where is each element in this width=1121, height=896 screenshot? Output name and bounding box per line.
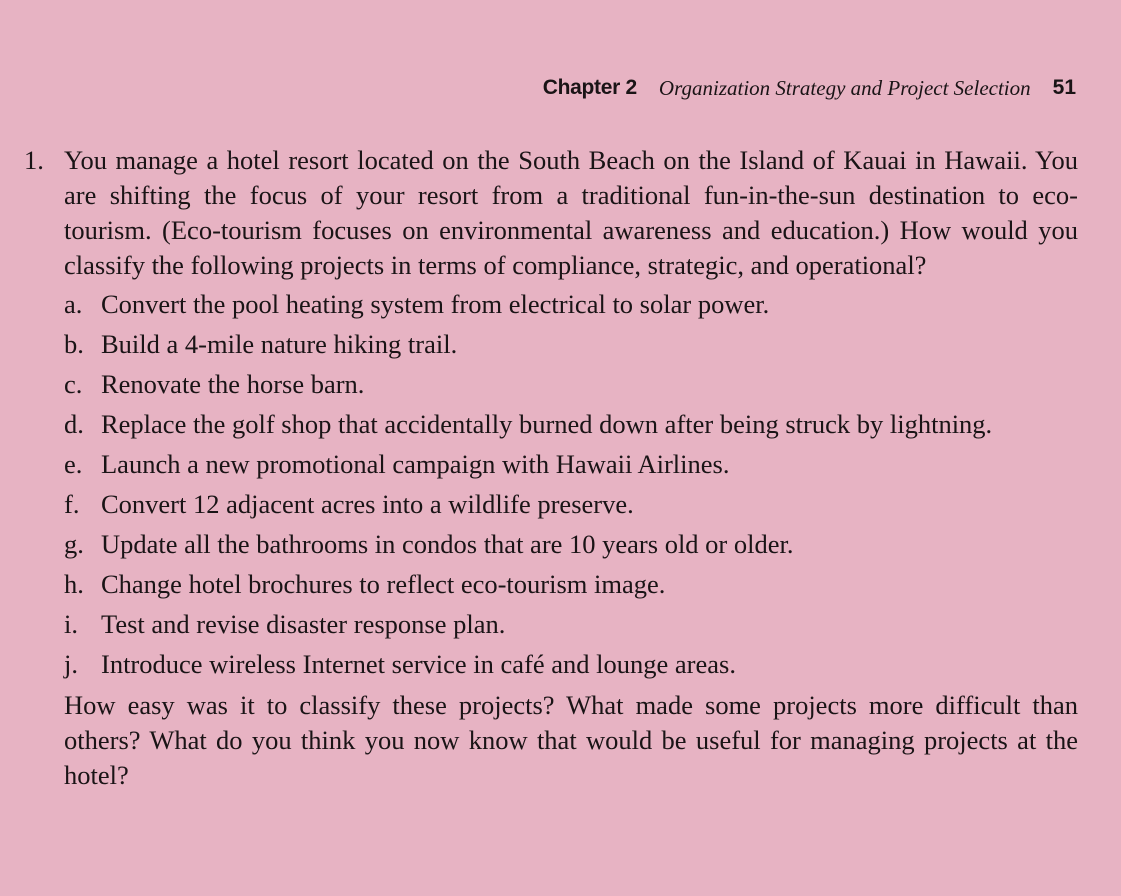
item-text: Update all the bathrooms in condos that are 10 years old or older. xyxy=(101,529,794,559)
list-item xyxy=(64,327,1078,362)
list-item xyxy=(64,647,1078,682)
item-letter: a. xyxy=(64,289,83,319)
list-item xyxy=(64,487,1078,522)
follow-up-question: How easy was it to classify these projects? What made some projects more difficult than others? What do you think you now know that would be useful for managing projects at the hotel? xyxy=(64,690,1078,790)
list-item xyxy=(64,407,1078,442)
item-text: Replace the golf shop that accidentally burned down after being struck by lightning. xyxy=(101,409,993,439)
item-text: Convert the pool heating system from electrical to solar power. xyxy=(101,289,770,319)
project-list xyxy=(64,287,1078,682)
item-letter: d. xyxy=(64,409,84,439)
list-item xyxy=(64,367,1078,402)
chapter-label: Chapter 2 xyxy=(542,76,637,99)
item-text: Convert 12 adjacent acres into a wildlife preserve. xyxy=(101,489,634,519)
item-text: Test and revise disaster response plan. xyxy=(101,609,506,639)
question-body xyxy=(64,143,1078,793)
item-letter: j. xyxy=(64,649,78,679)
item-letter: e. xyxy=(64,449,83,479)
item-letter: f. xyxy=(64,489,80,519)
item-letter: i. xyxy=(64,609,78,639)
item-text: Change hotel brochures to reflect eco-tourism image. xyxy=(101,569,666,599)
list-item xyxy=(64,607,1078,642)
item-letter: h. xyxy=(64,569,84,599)
question-text: You manage a hotel resort located on the South Beach on the Island of Kauai in Hawaii. You are shifting the focus of your resort from a traditional fun-in-the-sun destination to eco-tourism. (Eco-tourism focuses on environmental awareness and education.) How would you classify the following projects in terms of compliance, strategic, and operational? xyxy=(64,145,1078,280)
list-item xyxy=(64,447,1078,482)
list-item xyxy=(64,287,1078,322)
item-text: Build a 4-mile nature hiking trail. xyxy=(101,329,458,359)
item-text: Launch a new promotional campaign with Hawaii Airlines. xyxy=(101,449,730,479)
item-letter: b. xyxy=(64,329,84,359)
list-item xyxy=(64,527,1078,562)
item-text: Introduce wireless Internet service in café and lounge areas. xyxy=(101,649,736,679)
item-text: Renovate the horse barn. xyxy=(101,369,365,399)
exercise-question xyxy=(24,143,1078,793)
page-number: 51 xyxy=(1052,76,1076,99)
question-number: 1. xyxy=(24,145,44,175)
running-head xyxy=(0,72,1076,104)
item-letter: g. xyxy=(64,529,84,559)
chapter-title: Organization Strategy and Project Selection xyxy=(658,75,1031,100)
list-item xyxy=(64,567,1078,602)
item-letter: c. xyxy=(64,369,83,399)
